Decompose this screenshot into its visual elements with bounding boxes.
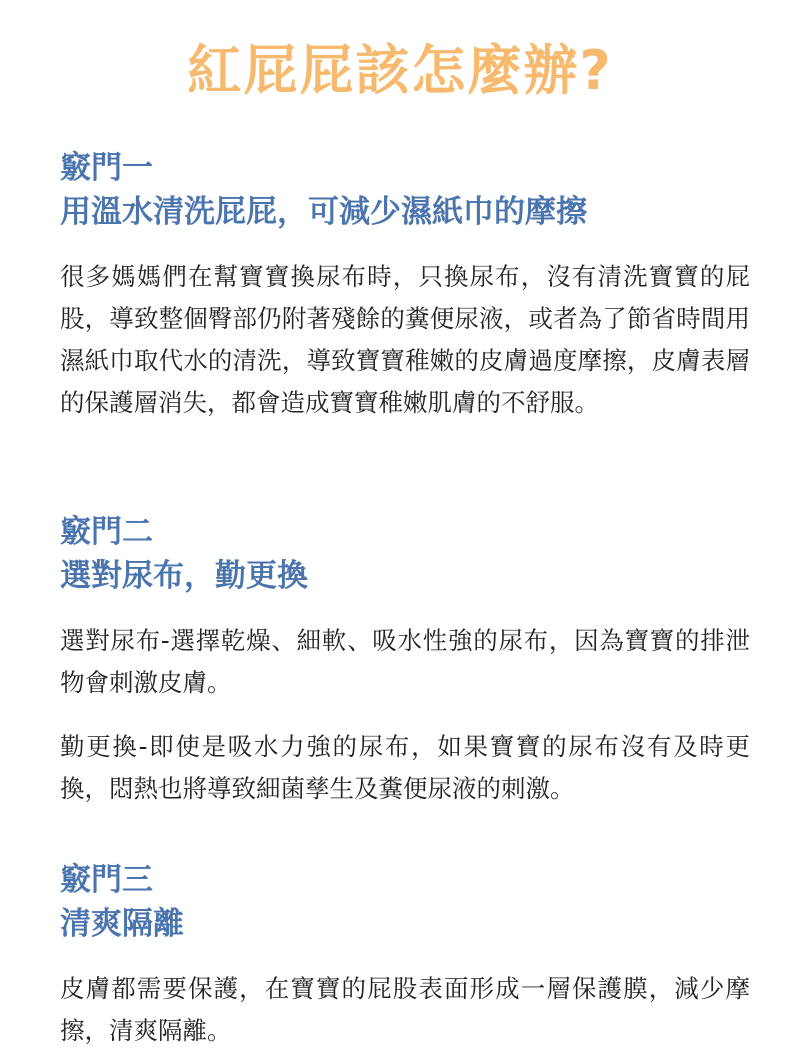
tip-paragraph: 選對尿布-選擇乾燥、細軟、吸水性強的尿布，因為寶寶的排泄物會刺激皮膚。	[60, 626, 750, 697]
tip-paragraph: 勤更換-即使是吸水力強的尿布，如果寶寶的尿布沒有及時更換，悶熱也將導致細菌孳生及糞便尿液的刺激。	[60, 732, 750, 803]
tip-label: 竅門三	[60, 862, 153, 898]
tip-paragraph: 皮膚都需要保護，在寶寶的屁股表面形成一層保護膜，減少摩擦，清爽隔離。	[60, 974, 750, 1045]
tip-heading: 選對尿布，勤更換	[60, 558, 308, 594]
tip-section-2	[60, 510, 750, 810]
tip-heading: 用溫水清洗屁屁，可減少濕紙巾的摩擦	[60, 194, 587, 230]
page-title: 紅屁屁該怎麼辦?	[187, 39, 613, 102]
tip-heading: 清爽隔離	[60, 906, 184, 942]
tip-paragraph: 很多媽媽們在幫寶寶換尿布時，只換尿布，沒有清洗寶寶的屁股，導致整個臀部仍附著殘餘的糞便尿液，或者為了節省時間用濕紙巾取代水的清洗，導致寶寶稚嫩的皮膚過度摩擦，皮膚表層的保護層消失，都會造成寶寶稚嫩肌膚的不舒服。	[60, 262, 750, 417]
tip-section-1	[60, 146, 750, 424]
tip-label: 竅門二	[60, 514, 153, 550]
tip-section-3	[60, 858, 750, 1052]
tip-label: 竅門一	[60, 150, 153, 186]
